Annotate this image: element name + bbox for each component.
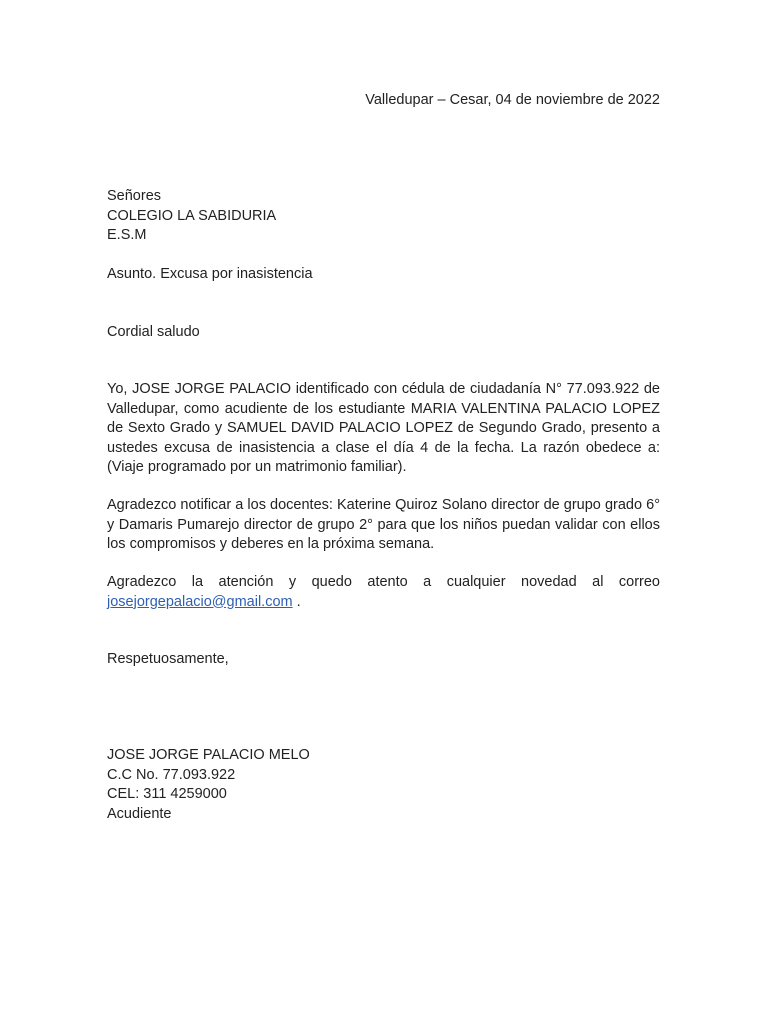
email-link[interactable]: josejorgepalacio@gmail.com <box>107 593 293 610</box>
body-paragraph-3 <box>107 573 660 612</box>
greeting: Cordial saludo <box>107 324 200 340</box>
body-paragraph-3-text: Agradezco la atención y quedo atento a cualquier novedad al correo <box>107 574 660 590</box>
signature-block <box>107 746 660 824</box>
signature-name: JOSE JORGE PALACIO MELO <box>107 747 310 763</box>
recipient-line: Señores <box>107 188 162 204</box>
closing: Respetuosamente, <box>107 651 229 667</box>
signature-role: Acudiente <box>107 805 172 822</box>
body-paragraph-3-end: . <box>292 593 301 610</box>
body-paragraph-1: Yo, JOSE JORGE PALACIO identificado con cédula de ciudadanía N° 77.093.922 de Valledupar, como acudiente de los estudiante MARIA VALENTINA PALACIO LOPEZ de Sexto Grado y SAMUEL DAVID PALACIO LOPEZ de Segundo Grado, presento a ustedes excusa de inasistencia a clase el día 4 de la fecha. La razón obedece a: (Viaje programado por un matrimonio familiar). <box>107 381 660 475</box>
subject-line: Asunto. Excusa por inasistencia <box>107 266 313 282</box>
body-paragraph-2: Agradezco notificar a los docentes: Katerine Quiroz Solano director de grupo grado 6° y Damaris Pumarejo director de grupo 2° para que los niños puedan validar con ellos los compromisos y deberes en la próxima semana. <box>107 497 660 552</box>
date-line: Valledupar – Cesar, 04 de noviembre de 2022 <box>365 92 660 108</box>
recipient-line: E.S.M <box>107 227 147 243</box>
signature-id: C.C No. 77.093.922 <box>107 766 236 783</box>
recipient-block <box>107 187 660 246</box>
signature-phone: CEL: 311 4259000 <box>107 786 227 802</box>
recipient-line: COLEGIO LA SABIDURIA <box>107 207 277 224</box>
